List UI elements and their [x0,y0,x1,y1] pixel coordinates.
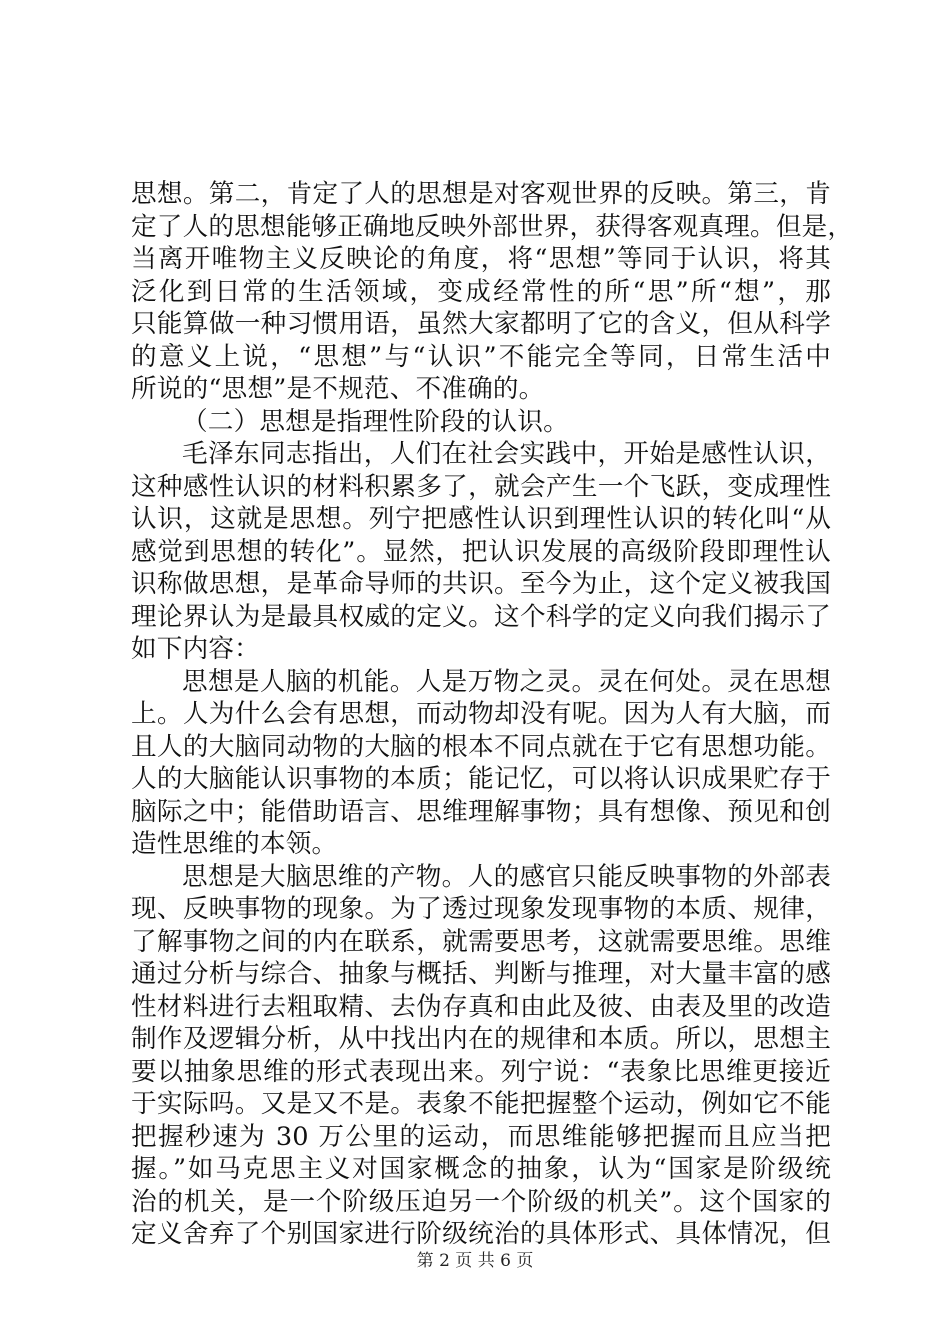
text-line: 了解事物之间的内在联系，就需要思考，这就需要思维。思维 [131,926,831,957]
text-line: （二）思想是指理性阶段的认识。 [182,406,569,437]
text-line: 脑际之中；能借助语言、思维理解事物；具有想像、预见和创 [131,796,831,827]
text-line: 治的机关，是一个阶级压迫另一个阶级的机关”。这个国家的 [131,1186,831,1217]
text-line: 人的大脑能认识事物的本质；能记忆，可以将认识成果贮存于 [131,764,831,794]
text-line: 思想。第二，肯定了人的思想是对客观世界的反映。第三，肯 [131,179,831,209]
text-line: 思想是大脑思维的产物。人的感官只能反映事物的外部表 [182,861,831,892]
text-line: 现、反映事物的现象。为了透过现象发现事物的本质、规律， [131,894,831,924]
text-line: 感觉到思想的转化”。显然，把认识发展的高级阶段即理性认 [131,536,831,567]
text-line: 于实际吗。又是又不是。表象不能把握整个运动，例如它不能 [131,1089,831,1119]
text-line: 把握秒速为 30 万公里的运动，而思维能够把握而且应当把 [131,1121,831,1152]
text-line: 且人的大脑同动物的大脑的根本不同点就在于它有思想功能。 [131,731,831,762]
text-line: 所说的“思想”是不规范、不准确的。 [131,374,545,404]
text-line: 这种感性认识的材料积累多了，就会产生一个飞跃，变成理性 [131,471,831,502]
text-line: 思想是人脑的机能。人是万物之灵。灵在何处。灵在思想 [182,666,831,697]
text-line: 认识，这就是思想。列宁把感性认识到理性认识的转化叫“从 [131,504,831,534]
text-line: 理论界认为是最具权威的定义。这个科学的定义向我们揭示了 [131,601,831,632]
text-line: 性材料进行去粗取精、去伪存真和由此及彼、由表及里的改造 [131,991,831,1022]
text-line: 如下内容： [131,634,260,664]
text-line: 握。”如马克思主义对国家概念的抽象，认为“国家是阶级统 [131,1154,831,1184]
text-line: 泛化到日常的生活领域，变成经常性的所“思”所“想”，那 [131,276,831,307]
text-line: 造性思维的本领。 [131,829,338,859]
text-line: 识称做思想，是革命导师的共识。至今为止，这个定义被我国 [131,569,831,599]
text-line: 定义舍弃了个别国家进行阶级统治的具体形式、具体情况，但 [131,1219,831,1249]
text-line: 当离开唯物主义反映论的角度，将“思想”等同于认识，将其 [131,244,831,274]
text-line: 要以抽象思维的形式表现出来。列宁说：“表象比思维更接近 [131,1056,831,1087]
text-line: 通过分析与综合、抽象与概括、判断与推理，对大量丰富的感 [131,959,831,989]
text-line: 的意义上说，“思想”与“认识”不能完全等同，日常生活中 [131,341,831,372]
text-line: 上。人为什么会有思想，而动物却没有呢。因为人有大脑，而 [131,699,831,729]
page-number-footer: 第 2 页 共 6 页 [416,1251,534,1271]
document-body [131,178,854,1251]
text-line: 只能算做一种习惯用语，虽然大家都明了它的含义，但从科学 [131,309,831,339]
text-line: 制作及逻辑分析，从中找出内在的规律和本质。所以，思想主 [131,1024,831,1054]
text-line: 定了人的思想能够正确地反映外部世界，获得客观真理。但是， [131,211,854,242]
text-line: 毛泽东同志指出，人们在社会实践中，开始是感性认识， [182,439,831,469]
